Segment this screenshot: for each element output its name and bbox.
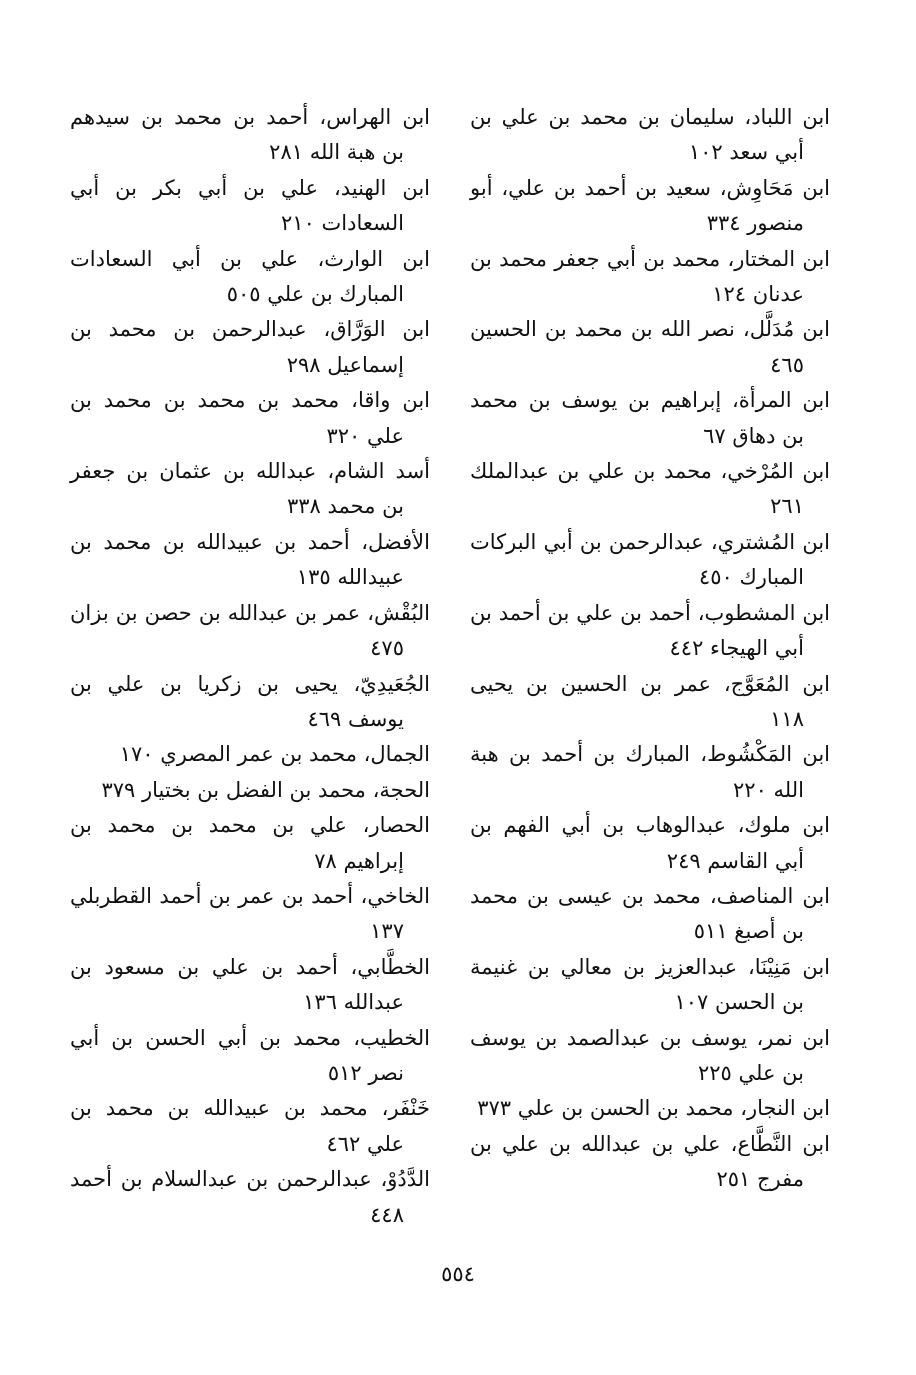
index-entry: ابن المُرْخي، محمد بن علي بن عبدالملك ٢٦١ xyxy=(470,459,830,519)
index-entry: ابن الوارث، علي بن أبي السعادات المبارك بن علي ٥٠٥ xyxy=(70,246,430,307)
index-entry: ابن الوَرَّاق، عبدالرحمن بن محمد بن إسماعيل ٢٩٨ xyxy=(70,317,430,377)
index-entry: خَنْفَر، محمد بن عبيدالله بن محمد بن علي ٤٦٢ xyxy=(70,1096,430,1156)
index-entry: الأفضل، أحمد بن عبيدالله بن محمد بن عبيدالله ١٣٥ xyxy=(70,529,430,590)
index-entry: ابن واقا، محمد بن محمد بن محمد بن علي ٣٢٠ xyxy=(70,388,430,448)
index-entry: الحصار، علي بن محمد بن محمد بن إبراهيم ٧٨ xyxy=(70,813,430,873)
index-entry: الدَّدُوْ، عبدالرحمن بن عبدالسلام بن أحمد ٤٤٨ xyxy=(70,1167,430,1227)
index-column-left xyxy=(70,100,430,1233)
index-entry: ابن المرأة، إبراهيم بن يوسف بن محمد بن دهاق ٦٧ xyxy=(470,388,830,448)
index-entry: الخطيب، محمد بن أبي الحسن بن أبي نصر ٥١٢ xyxy=(70,1025,430,1085)
index-entry: الحجة، محمد بن الفضل بن بختيار ٣٧٩ xyxy=(101,777,430,802)
page-number: ٥٥٤ xyxy=(441,1262,475,1286)
index-entry: ابن المَكْشُوط، المبارك بن أحمد بن هبة الله ٢٢٠ xyxy=(470,742,830,802)
index-column-right xyxy=(470,100,830,1198)
index-entry: ابن مُدَلَّل، نصر الله بن محمد بن الحسين ٤٦٥ xyxy=(470,317,830,377)
index-entry: ابن الهراس، أحمد بن محمد بن سيدهم بن هبة الله ٢٨١ xyxy=(70,105,430,165)
index-entry: الجُعَيدِيّ، يحيى بن زكريا بن علي بن يوسف ٤٦٩ xyxy=(70,671,430,731)
index-entry: ابن المشطوب، أحمد بن علي بن أحمد بن أبي الهيجاء ٤٤٢ xyxy=(470,600,830,661)
index-entry: ابن النَّطَّاع، علي بن عبدالله بن علي بن مفرج ٢٥١ xyxy=(470,1131,830,1192)
index-entry: ابن مَحَاوِش، سعيد بن أحمد بن علي، أبو منصور ٣٣٤ xyxy=(470,175,830,236)
index-entry: ابن المناصف، محمد بن عيسى بن محمد بن أصبغ ٥١١ xyxy=(470,883,830,944)
index-entry: الخاخي، أحمد بن عمر بن أحمد القطربلي ١٣٧ xyxy=(70,883,430,944)
index-entry: ابن ملوك، عبدالوهاب بن أبي الفهم بن أبي القاسم ٢٤٩ xyxy=(470,813,830,873)
index-entry: ابن المُشتري، عبدالرحمن بن أبي البركات المبارك ٤٥٠ xyxy=(470,529,830,590)
index-entry: ابن النجار، محمد بن الحسن بن علي ٣٧٣ xyxy=(477,1096,830,1121)
index-entry: ابن الهنيد، علي بن أبي بكر بن أبي السعادات ٢١٠ xyxy=(70,175,430,236)
index-entry: البُقْش، عمر بن عبدالله بن حصن بن بزان ٤٧٥ xyxy=(70,600,430,661)
index-entry: الجمال، محمد بن عمر المصري ١٧٠ xyxy=(119,742,430,767)
index-entry: ابن اللباد، سليمان بن محمد بن علي بن أبي سعد ١٠٢ xyxy=(470,105,830,165)
index-entry: ابن المختار، محمد بن أبي جعفر محمد بن عدنان ١٢٤ xyxy=(470,246,830,307)
index-entry: الخطَّابي، أحمد بن علي بن مسعود بن عبدالله ١٣٦ xyxy=(70,954,430,1015)
index-entry: ابن المُعَوَّج، عمر بن الحسين بن يحيى ١١٨ xyxy=(470,671,830,731)
index-entry: ابن مَنِيْنَا، عبدالعزيز بن معالي بن غنيمة بن الحسن ١٠٧ xyxy=(470,954,830,1015)
index-entry: ابن نمر، يوسف بن عبدالصمد بن يوسف بن علي ٢٢٥ xyxy=(470,1025,830,1085)
index-entry: أسد الشام، عبدالله بن عثمان بن جعفر بن محمد ٣٣٨ xyxy=(70,459,430,519)
